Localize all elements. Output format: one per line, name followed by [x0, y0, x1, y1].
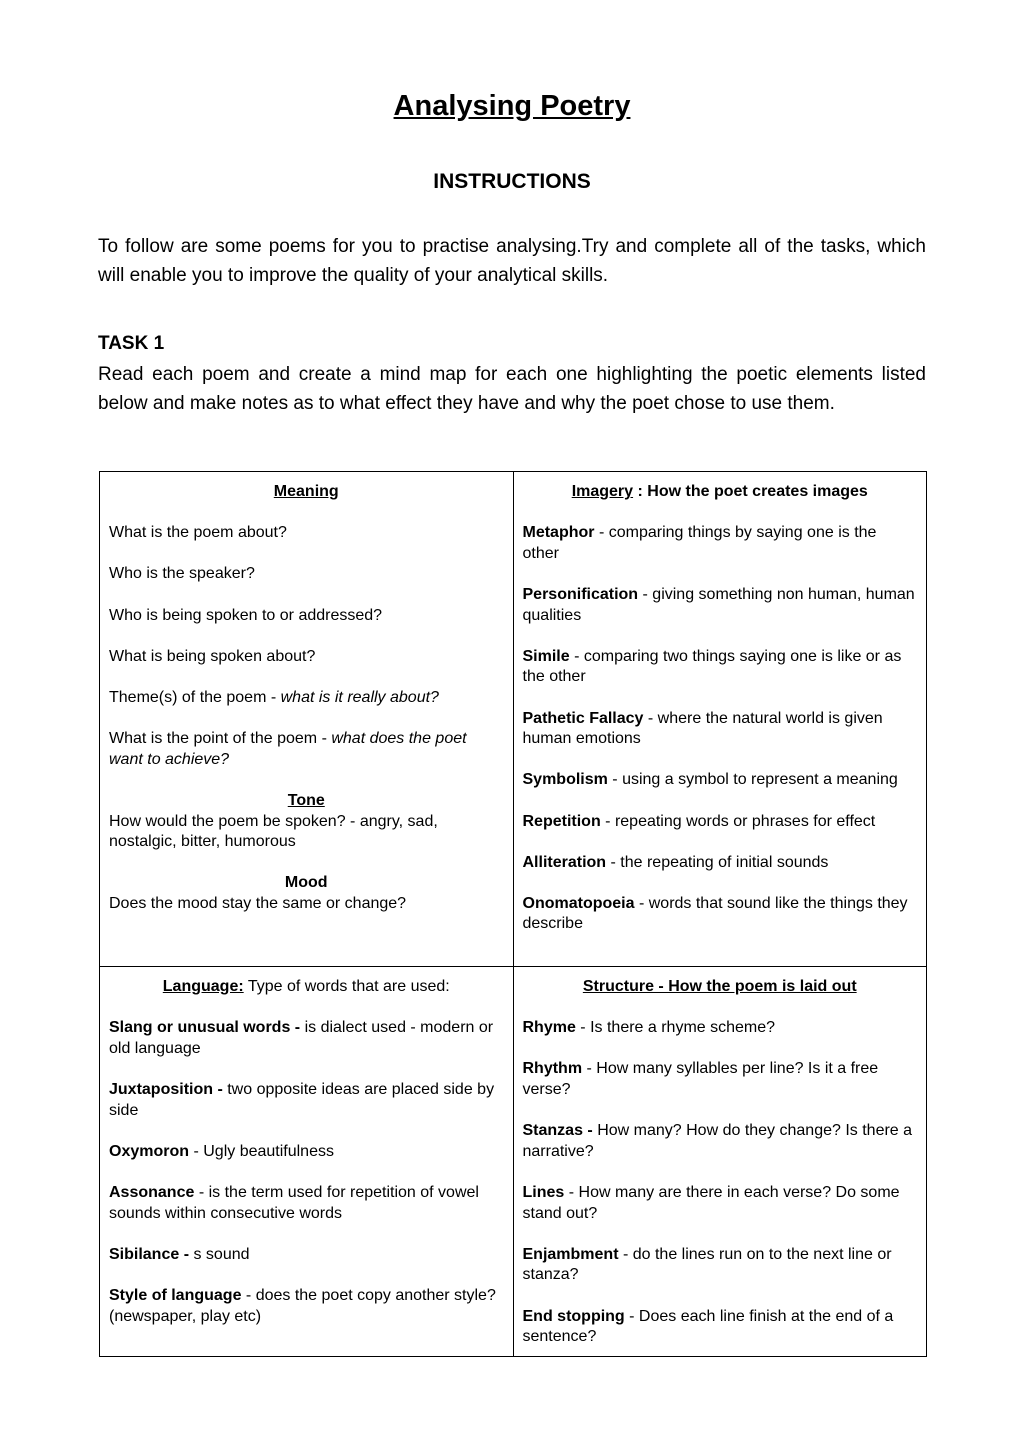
list-item: Oxymoron - Ugly beautifulness — [109, 1142, 334, 1160]
list-item: Slang or unusual words - is dialect used - modern or old language — [109, 1019, 494, 1057]
mood-text: Does the mood stay the same or change? — [109, 894, 407, 912]
meaning-heading: Meaning — [273, 483, 339, 500]
meaning-question: What is the poem about? — [109, 524, 287, 542]
list-item: End stopping - Does each line finish at the end of a sentence? — [522, 1307, 894, 1346]
structure-cell — [513, 967, 927, 1357]
list-item: Lines - How many are there in each verse? Do some stand out? — [522, 1183, 900, 1222]
tone-heading: Tone — [287, 791, 325, 809]
list-item: Onomatopoeia - words that sound like the things they describe — [522, 894, 908, 933]
list-item: Sibilance - s sound — [109, 1245, 250, 1263]
page-title: Analysing Poetry — [393, 90, 631, 122]
list-item: Juxtaposition - two opposite ideas are placed side by side — [109, 1080, 495, 1119]
meaning-question: What is being spoken about? — [109, 647, 316, 665]
tone-text: How would the poem be spoken? - angry, sad, nostalgic, bitter, humorous — [109, 812, 438, 851]
list-item: Repetition - repeating words or phrases for effect — [522, 812, 876, 830]
poetic-elements-table — [99, 471, 927, 1357]
list-item: Style of language - does the poet copy another style? (newspaper, play etc) — [109, 1286, 496, 1325]
list-item: Rhyme - Is there a rhyme scheme? — [522, 1019, 776, 1037]
task-1-label: TASK 1 — [98, 333, 165, 354]
meaning-question: Who is the speaker? — [109, 565, 255, 583]
language-cell — [100, 967, 514, 1357]
instructions-heading: INSTRUCTIONS — [433, 170, 591, 193]
list-item: Symbolism - using a symbol to represent a meaning — [522, 771, 898, 789]
list-item: Stanzas - How many? How do they change? Is there a narrative? — [522, 1122, 913, 1160]
imagery-heading: Imagery : How the poet creates images — [571, 483, 868, 500]
list-item: Metaphor - comparing things by saying one is the other — [522, 524, 877, 562]
language-heading: Language: Type of words that are used: — [162, 978, 450, 995]
list-item: Enjambment - do the lines run on to the next line or stanza? — [522, 1245, 892, 1284]
list-item: Pathetic Fallacy - where the natural world is given human emotions — [522, 709, 883, 748]
list-item: Personification - giving something non human, human qualities — [522, 585, 915, 624]
mood-heading: Mood — [284, 874, 328, 892]
intro-paragraph: To follow are some poems for you to practise analysing.Try and complete all of the tasks, which will enable you to improve the quality of your analytical skills. — [98, 236, 926, 286]
task-1-text: Read each poem and create a mind map for each one highlighting the poetic elements listed below and make notes as to what effect they have and why the poet chose to use them. — [98, 364, 926, 414]
meaning-question: Theme(s) of the poem - what is it really about? — [109, 688, 439, 706]
list-item: Alliteration - the repeating of initial sounds — [522, 853, 829, 871]
list-item: Rhythm - How many syllables per line? Is it a free verse? — [522, 1060, 879, 1098]
imagery-cell — [513, 472, 927, 967]
list-item: Simile - comparing two things saying one is like or as the other — [522, 647, 902, 686]
meaning-question: What is the point of the poem - what does the poet want to achieve? — [109, 730, 467, 768]
meaning-question: Who is being spoken to or addressed? — [109, 606, 383, 624]
structure-heading: Structure - How the poem is laid out — [582, 978, 857, 995]
table-row — [100, 472, 927, 967]
table-row — [100, 967, 927, 1357]
list-item: Assonance - is the term used for repetition of vowel sounds within consecutive words — [109, 1183, 479, 1222]
meaning-cell — [100, 472, 514, 967]
